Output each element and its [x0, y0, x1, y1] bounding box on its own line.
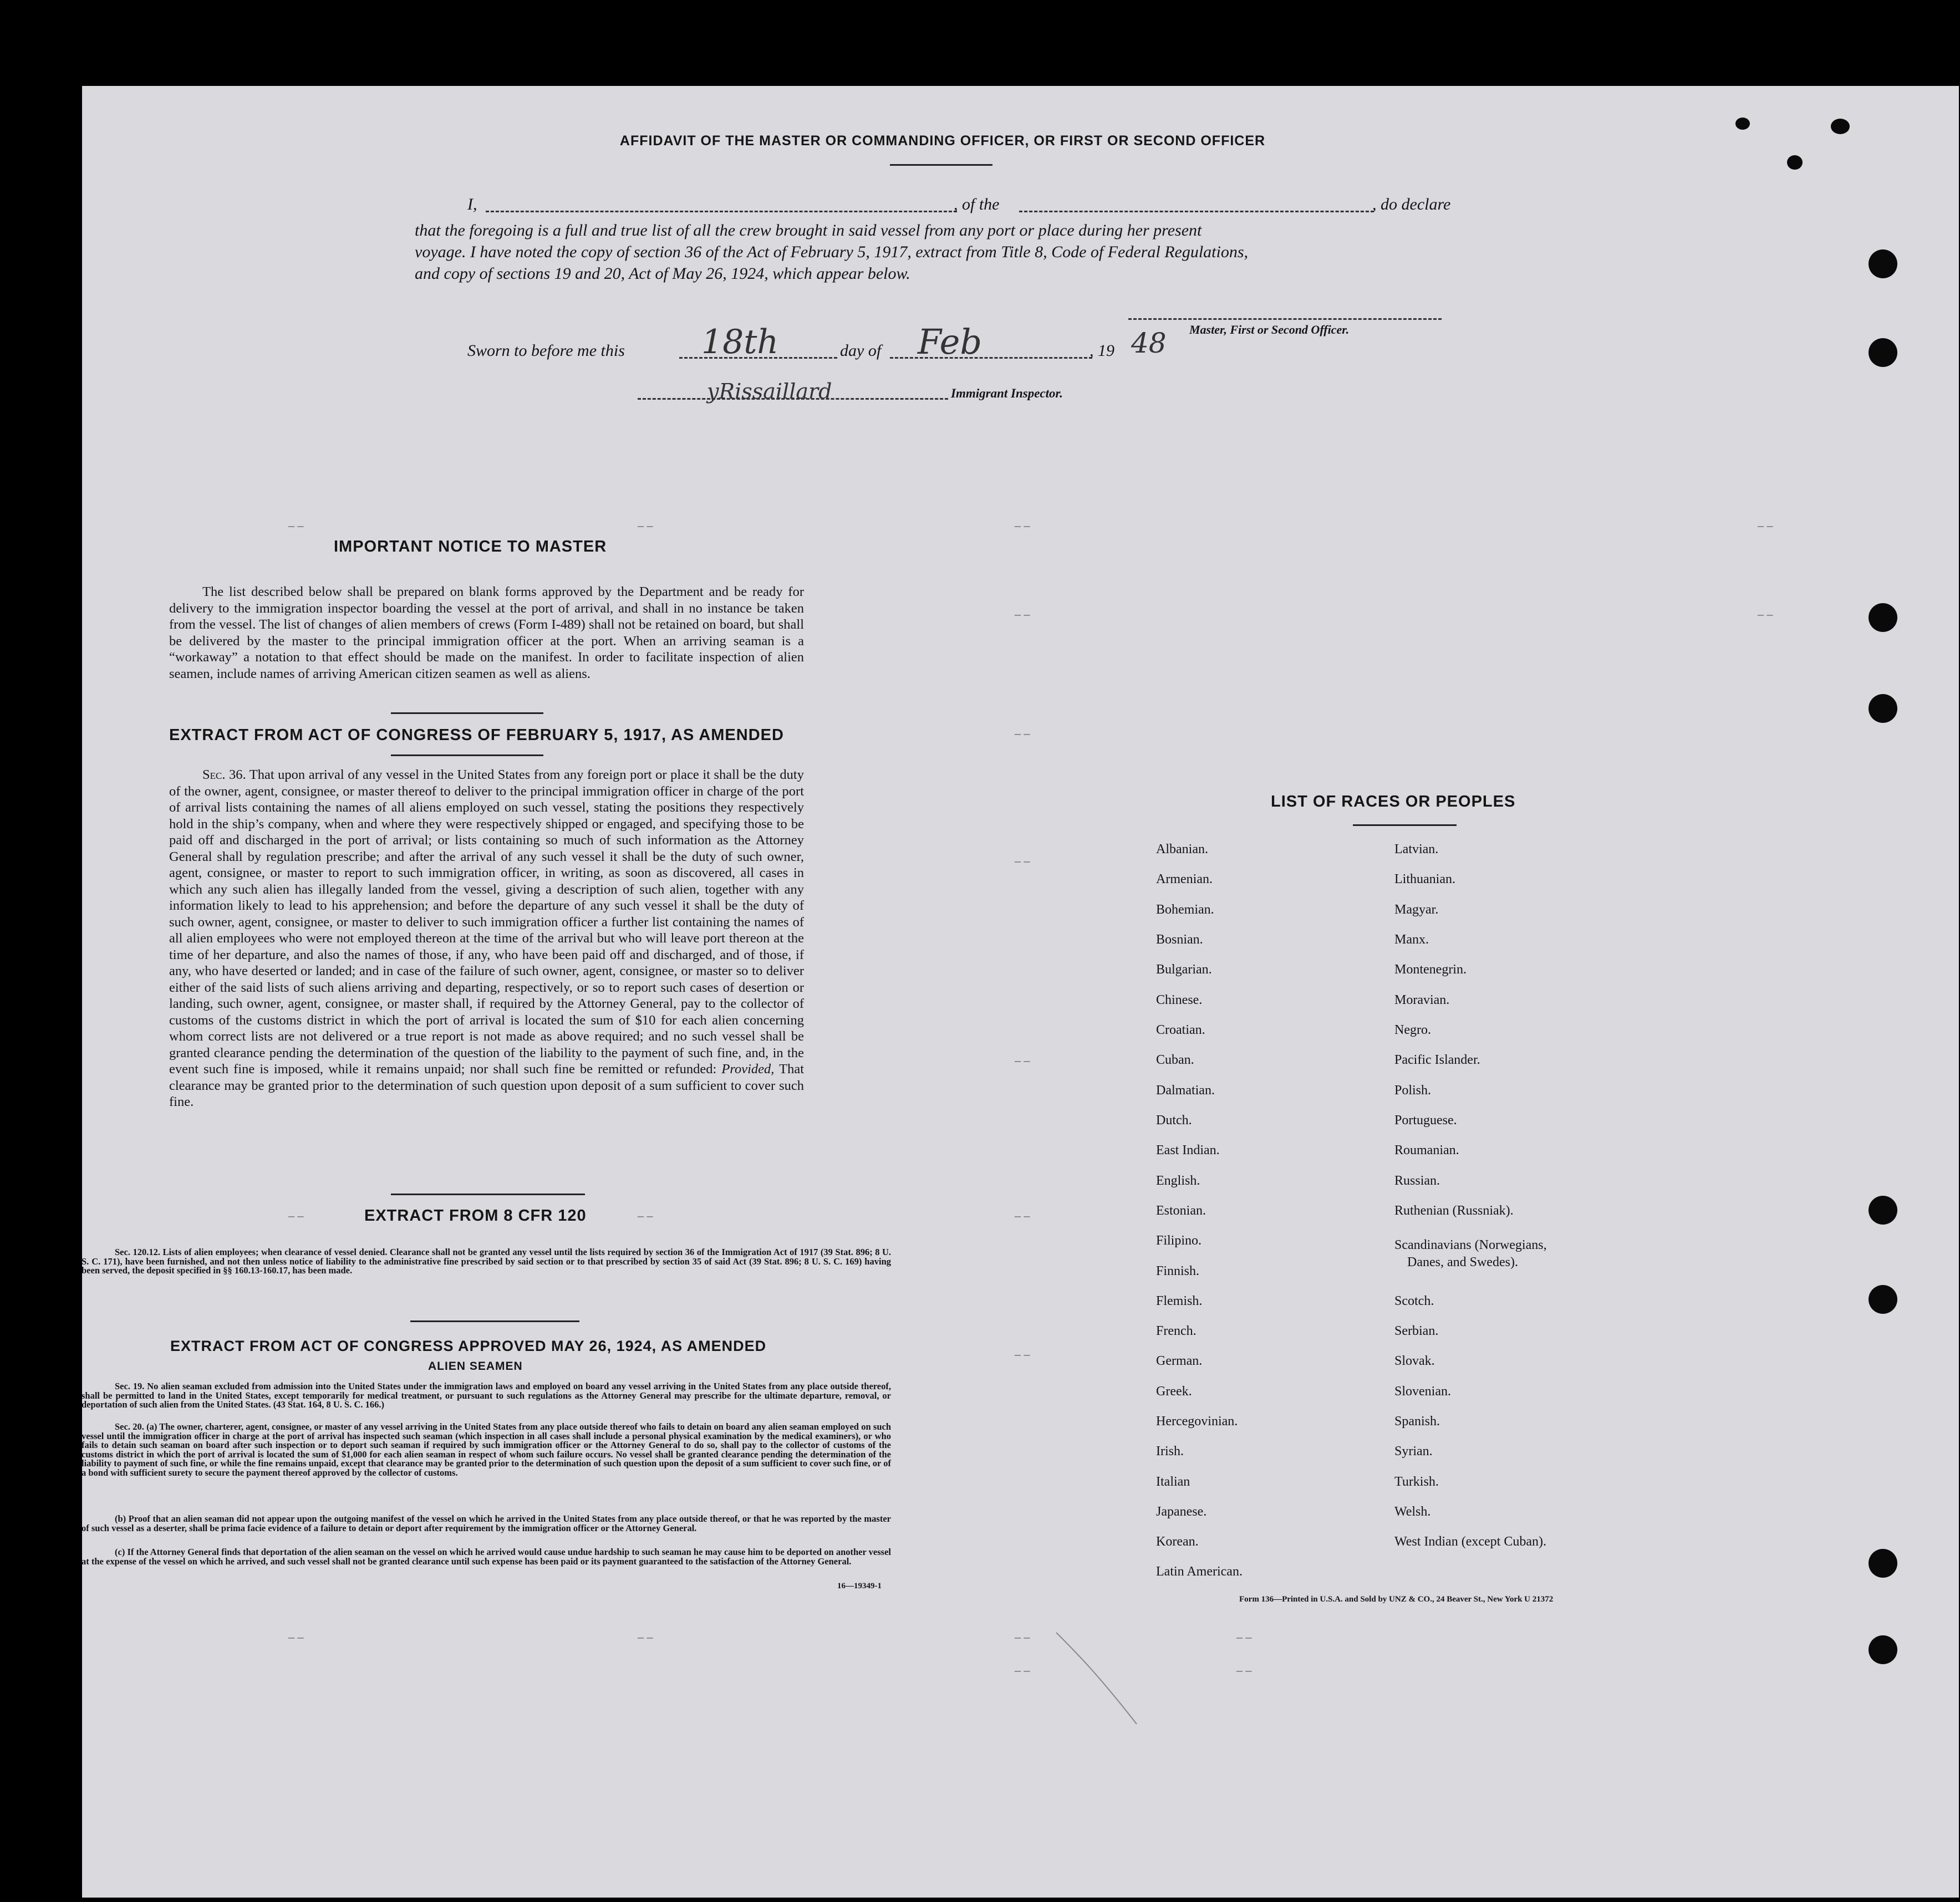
race-german: German. — [1156, 1354, 1203, 1368]
race-bosnian: Bosnian. — [1156, 932, 1203, 947]
faint-dash-mark: – – — [1015, 518, 1030, 532]
punch-hole — [1869, 1285, 1897, 1314]
cfr-body: Sec. 120.12. Lists of alien employees; when clearance of vessel denied. Clearance shall not be granted any vessel until the lists required by section 36 of the Immigration Act of 1917 (39 Stat. 896; 8 U. S. C. 171), have been furnished, and not then unless notice of liability to the administrative fine prescribed by said section or to that prescribed by section 35 of said Act (39 Stat. 896; 8 U. S. C. 169) having been served, the deposit specified in §§ 160.13-160.17, has been made. — [82, 1247, 891, 1276]
race-moravian: Moravian. — [1394, 993, 1450, 1007]
race-polish: Polish. — [1394, 1083, 1432, 1098]
punch-hole — [1869, 603, 1897, 632]
extract1924-title: EXTRACT FROM ACT OF CONGRESS APPROVED MAY 26, 1924, AS AMENDED — [170, 1338, 767, 1354]
race-lithuanian: Lithuanian. — [1394, 872, 1455, 886]
race-slovak: Slovak. — [1394, 1354, 1435, 1368]
faint-dash-mark: – – — [1758, 607, 1773, 621]
race-east-indian: East Indian. — [1156, 1143, 1220, 1157]
declaration-line-2: that the foregoing is a full and true list of all the crew brought in said vessel from any port or place during her present — [415, 221, 1202, 239]
faint-dash-mark: – – — [1015, 607, 1030, 621]
race-russian: Russian. — [1394, 1174, 1440, 1188]
race-welsh: Welsh. — [1394, 1505, 1431, 1519]
race-finnish: Finnish. — [1156, 1264, 1200, 1278]
race-scandinavians: Scandinavians (Norwegians, — [1394, 1238, 1547, 1252]
race-negro: Negro. — [1394, 1023, 1431, 1037]
punch-hole — [1869, 1196, 1897, 1225]
race-scandinavians-cont: Danes, and Swedes). — [1407, 1255, 1518, 1269]
master-label: Master, First or Second Officer. — [1189, 323, 1350, 336]
sec20b-text: (b) Proof that an alien seaman did not appear upon the outgoing manifest of the vessel on which he arrived in the United States from any place outside thereof, or that he was reported by the master of such vessel as a deserter, shall be prima facie evidence of a failure to detain or deport after requirement by the immigration officer or the Attorney General. — [82, 1513, 891, 1533]
extract1917-body — [169, 767, 804, 1110]
race-dutch: Dutch. — [1156, 1113, 1192, 1128]
stray-pencil-stroke — [1053, 1630, 1142, 1730]
punch-hole — [1869, 1635, 1897, 1664]
punch-hole — [1869, 249, 1897, 278]
faint-dash-mark: – – — [1015, 726, 1030, 740]
race-latvian: Latvian. — [1394, 842, 1439, 856]
race-flemish: Flemish. — [1156, 1294, 1203, 1308]
extract1917-top-rule — [391, 712, 543, 714]
extract1917-title: EXTRACT FROM ACT OF CONGRESS OF FEBRUARY 5, 1917, AS AMENDED — [169, 726, 784, 744]
extract1924-subtitle: ALIEN SEAMEN — [428, 1360, 523, 1373]
sworn-prefix: Sworn to before me this — [467, 341, 625, 360]
form-printer-note: Form 136—Printed in U.S.A. and Sold by UNZ & CO., 24 Beaver St., New York U 21372 — [1239, 1595, 1554, 1604]
sworn-month-handwritten: Feb — [918, 322, 982, 362]
affidavit-title: AFFIDAVIT OF THE MASTER OR COMMANDING OFFICER, OR FIRST OR SECOND OFFICER — [619, 133, 1266, 149]
sec36-text-b: That clearance may be granted prior to the determination of such question upon deposit of a sum sufficient to cover such fine. — [169, 1062, 805, 1109]
sec36-provided: Provided, — [721, 1062, 775, 1077]
extract1924-top-rule — [410, 1320, 579, 1322]
sec20c-text: (c) If the Attorney General finds that deportation of the alien seaman on the vessel on which he arrived would cause undue hardship to such seaman he may cause him to be deported on another vessel at the expense of the vessel on which he arrived, and such vessel shall not be granted clearance until such expense has been paid or its payment guaranteed to the satisfaction of the Attorney General. — [82, 1547, 891, 1567]
race-hercegovinian: Hercegovinian. — [1156, 1414, 1238, 1429]
punch-mark — [1831, 119, 1850, 134]
faint-dash-mark: – – — [288, 518, 304, 532]
race-greek: Greek. — [1156, 1384, 1192, 1399]
race-magyar: Magyar. — [1394, 902, 1439, 917]
sworn-day-of: day of — [840, 341, 882, 360]
race-montenegrin: Montenegrin. — [1394, 962, 1467, 977]
punch-hole — [1869, 694, 1897, 723]
vessel-blank-line — [1019, 211, 1374, 212]
race-chinese: Chinese. — [1156, 993, 1203, 1007]
race-english: English. — [1156, 1174, 1200, 1188]
race-bulgarian: Bulgarian. — [1156, 962, 1212, 977]
race-portuguese: Portuguese. — [1394, 1113, 1457, 1128]
race-cuban: Cuban. — [1156, 1053, 1194, 1067]
race-spanish: Spanish. — [1394, 1414, 1440, 1429]
faint-dash-mark: – – — [638, 1208, 653, 1222]
race-slovenian: Slovenian. — [1394, 1384, 1451, 1399]
race-estonian: Estonian. — [1156, 1204, 1206, 1218]
race-syrian: Syrian. — [1394, 1444, 1433, 1459]
punch-hole — [1869, 338, 1897, 367]
race-scotch: Scotch. — [1394, 1294, 1434, 1308]
race-albanian: Albanian. — [1156, 842, 1208, 856]
notice-title: IMPORTANT NOTICE TO MASTER — [334, 538, 607, 555]
faint-dash-mark: – – — [1015, 1053, 1030, 1067]
declaration-i: I, — [467, 195, 477, 213]
sworn-day-handwritten: 18th — [701, 323, 779, 361]
race-ruthenian: Ruthenian (Russniak). — [1394, 1204, 1514, 1218]
race-west-indian: West Indian (except Cuban). — [1394, 1534, 1546, 1549]
faint-dash-mark: – – — [1758, 518, 1773, 532]
cfr-title: EXTRACT FROM 8 CFR 120 — [364, 1207, 587, 1225]
master-signature-line — [1128, 318, 1442, 320]
punch-mark — [1787, 155, 1803, 170]
race-pacific-islander: Pacific Islander. — [1394, 1053, 1480, 1067]
races-title-rule — [1353, 824, 1457, 826]
race-korean: Korean. — [1156, 1534, 1199, 1549]
race-croatian: Croatian. — [1156, 1023, 1205, 1037]
extract1917-bottom-rule — [391, 754, 543, 756]
inspector-label: Immigrant Inspector. — [951, 386, 1063, 400]
sworn-year-prefix: , 19 — [1090, 341, 1114, 360]
declaration-of-the: , of the — [954, 195, 1000, 213]
race-dalmatian: Dalmatian. — [1156, 1083, 1215, 1098]
affidavit-title-rule — [890, 164, 992, 166]
sec36-label: Sec. 36. — [202, 767, 246, 782]
race-irish: Irish. — [1156, 1444, 1184, 1459]
sworn-year-handwritten: 48 — [1131, 327, 1167, 359]
cfr-top-rule — [391, 1194, 585, 1195]
faint-dash-mark: – – — [1015, 1347, 1030, 1361]
race-latin-american: Latin American. — [1156, 1564, 1243, 1579]
sec19-text: Sec. 19. No alien seaman excluded from admission into the United States under the immigration laws and employed on board any vessel arriving in the United States from any place outside thereof, shall be permitted to land in the United States, except temporarily for medical treatment, or pursuant to such regulations as the Attorney General may prescribe for the ultimate departure, removal, or deportation of such alien from the United States. (43 Stat. 164, 8 U. S. C. 166.) — [82, 1381, 891, 1410]
race-french: French. — [1156, 1324, 1197, 1338]
faint-dash-mark: – – — [1015, 1208, 1030, 1222]
sec20a-text: Sec. 20. (a) The owner, charterer, agent, consignee, or master of any vessel arriving in the United States from any place outside thereof who fails to detain on board any alien seaman employed on such vessel until the immigration officer in charge at the port of arrival has inspected such seaman (which inspection in all cases shall include a personal physical examination by the medical examiners), or who fails to detain such seaman on board after such inspection or to deport such seaman if required by such immigration officer or the Attorney General to do so, shall pay to the collector of customs of the customs district in which the port of arrival is located the sum of $1,000 for each alien seaman in respect of whom such failure occurs. No vessel shall be granted clearance pending the determination of the liability to payment of such fine, or while the fine remains unpaid, except that clearance may be granted prior to the determination of such question upon the deposit of a sum sufficient to cover such fine, or of a bond with sufficient surety to secure the payment thereof approved by the collector of customs. — [82, 1421, 891, 1478]
race-serbian: Serbian. — [1394, 1324, 1439, 1338]
notice-body: The list described below shall be prepared on blank forms approved by the Department and be ready for delivery to the immigration inspector boarding the vessel at the port of arrival, and shall in no instance be taken from the vessel. The list of changes of alien members of crews (Form I-489) shall not be retained on board, but shall be delivered by the master to the principal immigration officer at the port. When an arriving seaman is a “workaway” a notation to that effect should be made on the manifest. In order to facilitate inspection of alien seamen, include names of arriving American citizen seamen as well as aliens. — [169, 584, 804, 681]
race-turkish: Turkish. — [1394, 1475, 1439, 1489]
race-filipino: Filipino. — [1156, 1233, 1202, 1248]
faint-dash-mark: – – — [288, 1208, 304, 1222]
race-roumanian: Roumanian. — [1394, 1143, 1459, 1157]
race-armenian: Armenian. — [1156, 872, 1213, 886]
punch-mark — [1735, 118, 1750, 130]
declaration-line-4: and copy of sections 19 and 20, Act of May 26, 1924, which appear below. — [415, 264, 910, 283]
sec36-text-a: That upon arrival of any vessel in the United States from any foreign port or place it shall be the duty of the owner, agent, consignee, or master thereof to deliver to the principal immigration officer in charge of the port of arrival lists containing the names of all aliens employed on such vessel, stating the positions they respectively hold in the ship’s company, when and where they were respectively shipped or engaged, and specifying those to be paid off and discharged in the port of arrival; or lists containing so much of such information as the Attorney General shall by regulation prescribe; and after the arrival of any such vessel it shall be the duty of such owner, agent, consignee, or master to report to such immigration officer, in writing, as soon as discovered, all cases in which any such alien has illegally landed from the vessel, giving a description of such alien, together with any information likely to lead to his apprehension; and before the departure of any such vessel it shall be the duty of such owner, agent, consignee, or master to deliver to such immigration officer a further list containing the names of all alien employees who were not employed thereon at the time of the arrival but who will leave port thereon at the time of her departure, and also the names of those, if any, who have been paid off and discharged, and of those, if any, who have deserted or landed; and in case of the failure of such owner, agent, consignee, or master so to deliver either of the said lists of such aliens arriving and departing, respectively, or so to report such cases of desertion or landing, such owner, agent, consignee, or master shall, if required by the Attorney General, pay to the collector of customs of the customs district in which the port of arrival is located the sum of $10 for each alien concerning whom correct lists are not delivered or a true report is not made as above required; and no such vessel shall be granted clearance pending the determination of the question of the liability to the payment of such fine, and, in the event such fine is imposed, while it remains unpaid; nor shall such fine be remitted or refunded: — [169, 767, 804, 1077]
faint-dash-mark: – – — [1015, 1630, 1030, 1644]
faint-dash-mark: – – — [1236, 1630, 1252, 1644]
race-bohemian: Bohemian. — [1156, 902, 1214, 917]
faint-dash-mark: – – — [638, 1630, 653, 1644]
race-italian: Italian — [1156, 1475, 1190, 1489]
declaration-line-3: voyage. I have noted the copy of section 36 of the Act of February 5, 1917, extract from Title 8, Code of Federal Regulations, — [415, 243, 1249, 261]
faint-dash-mark: – – — [638, 518, 653, 532]
faint-dash-mark: – – — [288, 1630, 304, 1644]
punch-hole — [1869, 1549, 1897, 1578]
race-manx: Manx. — [1394, 932, 1429, 947]
faint-dash-mark: – – — [1015, 1663, 1030, 1677]
form-code: 16—19349-1 — [837, 1582, 882, 1590]
inspector-signature: yRissaillard — [707, 379, 832, 404]
race-japanese: Japanese. — [1156, 1505, 1207, 1519]
faint-dash-mark: – – — [1015, 854, 1030, 868]
name-blank-line — [486, 211, 957, 212]
declaration-do-declare: , do declare — [1372, 195, 1451, 213]
faint-dash-mark: – – — [1236, 1663, 1252, 1677]
races-title: LIST OF RACES OR PEOPLES — [1271, 793, 1516, 810]
